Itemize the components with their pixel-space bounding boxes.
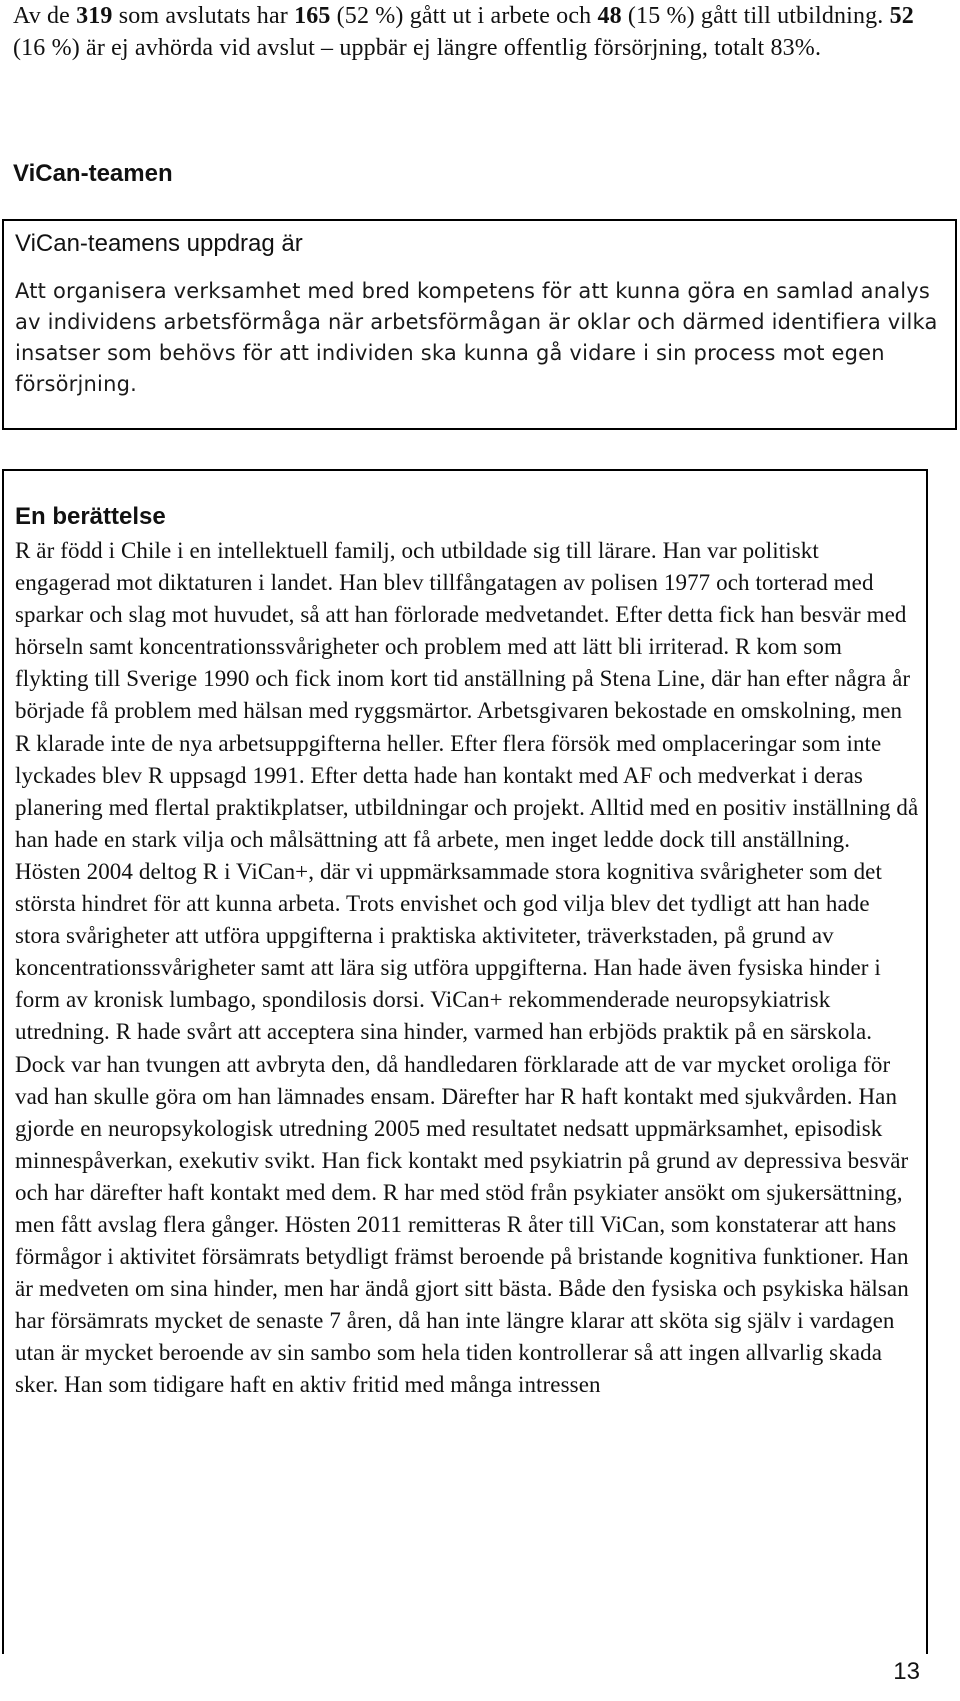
story-text: R är född i Chile i en intellektuell familj, och utbildade sig till lärare. Han var politiskt engagerad mot diktaturen i landet. Han blev tillfångatagen av polisen 1977 och torterad med sparkar och slag mot huvudet, så att han förlorade medvetandet. Efter detta fick han besvär med hörseln samt koncentrationssvårigheter och problem med att lätt bli irriterad. R kom som flykting till Sverige 1990 och fick inom kort tid anställning på Stena Line, där han efter några år började få problem med hälsan med ryggsmärtor. Arbetsgivaren bekostade en omskolning, men R klarade inte de nya arbetsuppgifterna heller. Efter flera försök med omplaceringar som inte lyckades blev R uppsagd 1991. Efter detta hade han kontakt med AF och medverkat i deras planering med flertal praktikplatser, utbildningar och projekt. Alltid med en positiv inställning då han hade en stark vilja och målsättning att få arbete, men inget ledde dock till anställning. Hösten 2004 deltog R i ViCan+, där vi uppmärksammade stora kognitiva svårigheter som det största hindret för att kunna arbeta. Trots envishet och god vilja blev det tydligt att han hade stora svårigheter att utföra uppgifterna i praktiska aktiviteter, träverkstaden, på grund av koncentrationssvårigheter samt att lära sig utföra uppgifterna. Han hade även fysiska hinder i form av kronisk lumbago, spondilosis dorsi. ViCan+ rekommenderade neuropsykiatrisk utredning. R hade svårt att acceptera sina hinder, varmed han erbjöds praktik på en särskola. Dock var han tvungen att avbryta den, då handledaren förklarade att de var mycket oroliga för vad han skulle göra om han lämnades ensam. Därefter har R haft kontakt med sjukvården. Han gjorde en neuropsykologisk utredning 2005 med resultatet nedsatt uppmärksamhet, episodisk minnespåverkan, exekutiv svikt. Han fick kontakt med psykiatrin på grund av depressiva besvär och har därefter haft kontakt med dem. R har med stöd från psykiater ansökt om sjukersättning, men fått avslag flera gånger. Hösten 2011 remitteras R åter till ViCan, som konstaterar att hans förmågor i aktivitet försämrats betydligt främst beroende på bristande kognitiva funktioner. Han är medveten om sina hinder, men har ändå gjort sitt bästa. Både den fysiska och psykiska hälsan har försämrats mycket de senaste 7 åren, då han inte längre klarar att sköta sig själv i vardagen utan är mycket beroende av sin sambo som hela tiden kontrollerar så att ingen allvarlig skada sker. Han som tidigare haft en aktiv fritid med många intressen — [15, 538, 919, 1398]
intro-text-3: (52 %) gått ut i arbete och — [330, 3, 598, 29]
intro-count-unreported: 52 — [889, 3, 914, 29]
intro-count-work: 165 — [294, 3, 331, 29]
vican-mission-box — [2, 219, 957, 430]
intro-text-2: som avslutats har — [112, 3, 295, 29]
story-title: En berättelse — [15, 503, 166, 530]
section-heading: ViCan-teamen — [13, 160, 173, 187]
intro-count-total: 319 — [76, 3, 113, 29]
vican-mission-title: ViCan-teamens uppdrag är — [15, 230, 303, 257]
intro-text-1: Av de — [13, 3, 77, 29]
story-box — [2, 469, 928, 1654]
intro-paragraph — [13, 0, 943, 64]
intro-count-education: 48 — [597, 3, 622, 29]
page-number: 13 — [893, 1658, 920, 1685]
intro-text-5: (16 %) är ej avhörda vid avslut – uppbär ej längre offentlig försörjning, totalt 83%. — [13, 35, 822, 61]
vican-mission-text: Att organisera verksamhet med bred kompetens för att kunna göra en samlad analys av individens arbetsförmåga när arbetsförmågan är oklar och därmed identifiera vilka insatser som behövs för att individen ska kunna gå vidare i sin process mot egen försörjning. — [15, 279, 938, 396]
intro-text-4: (15 %) gått till utbildning. — [621, 3, 890, 29]
